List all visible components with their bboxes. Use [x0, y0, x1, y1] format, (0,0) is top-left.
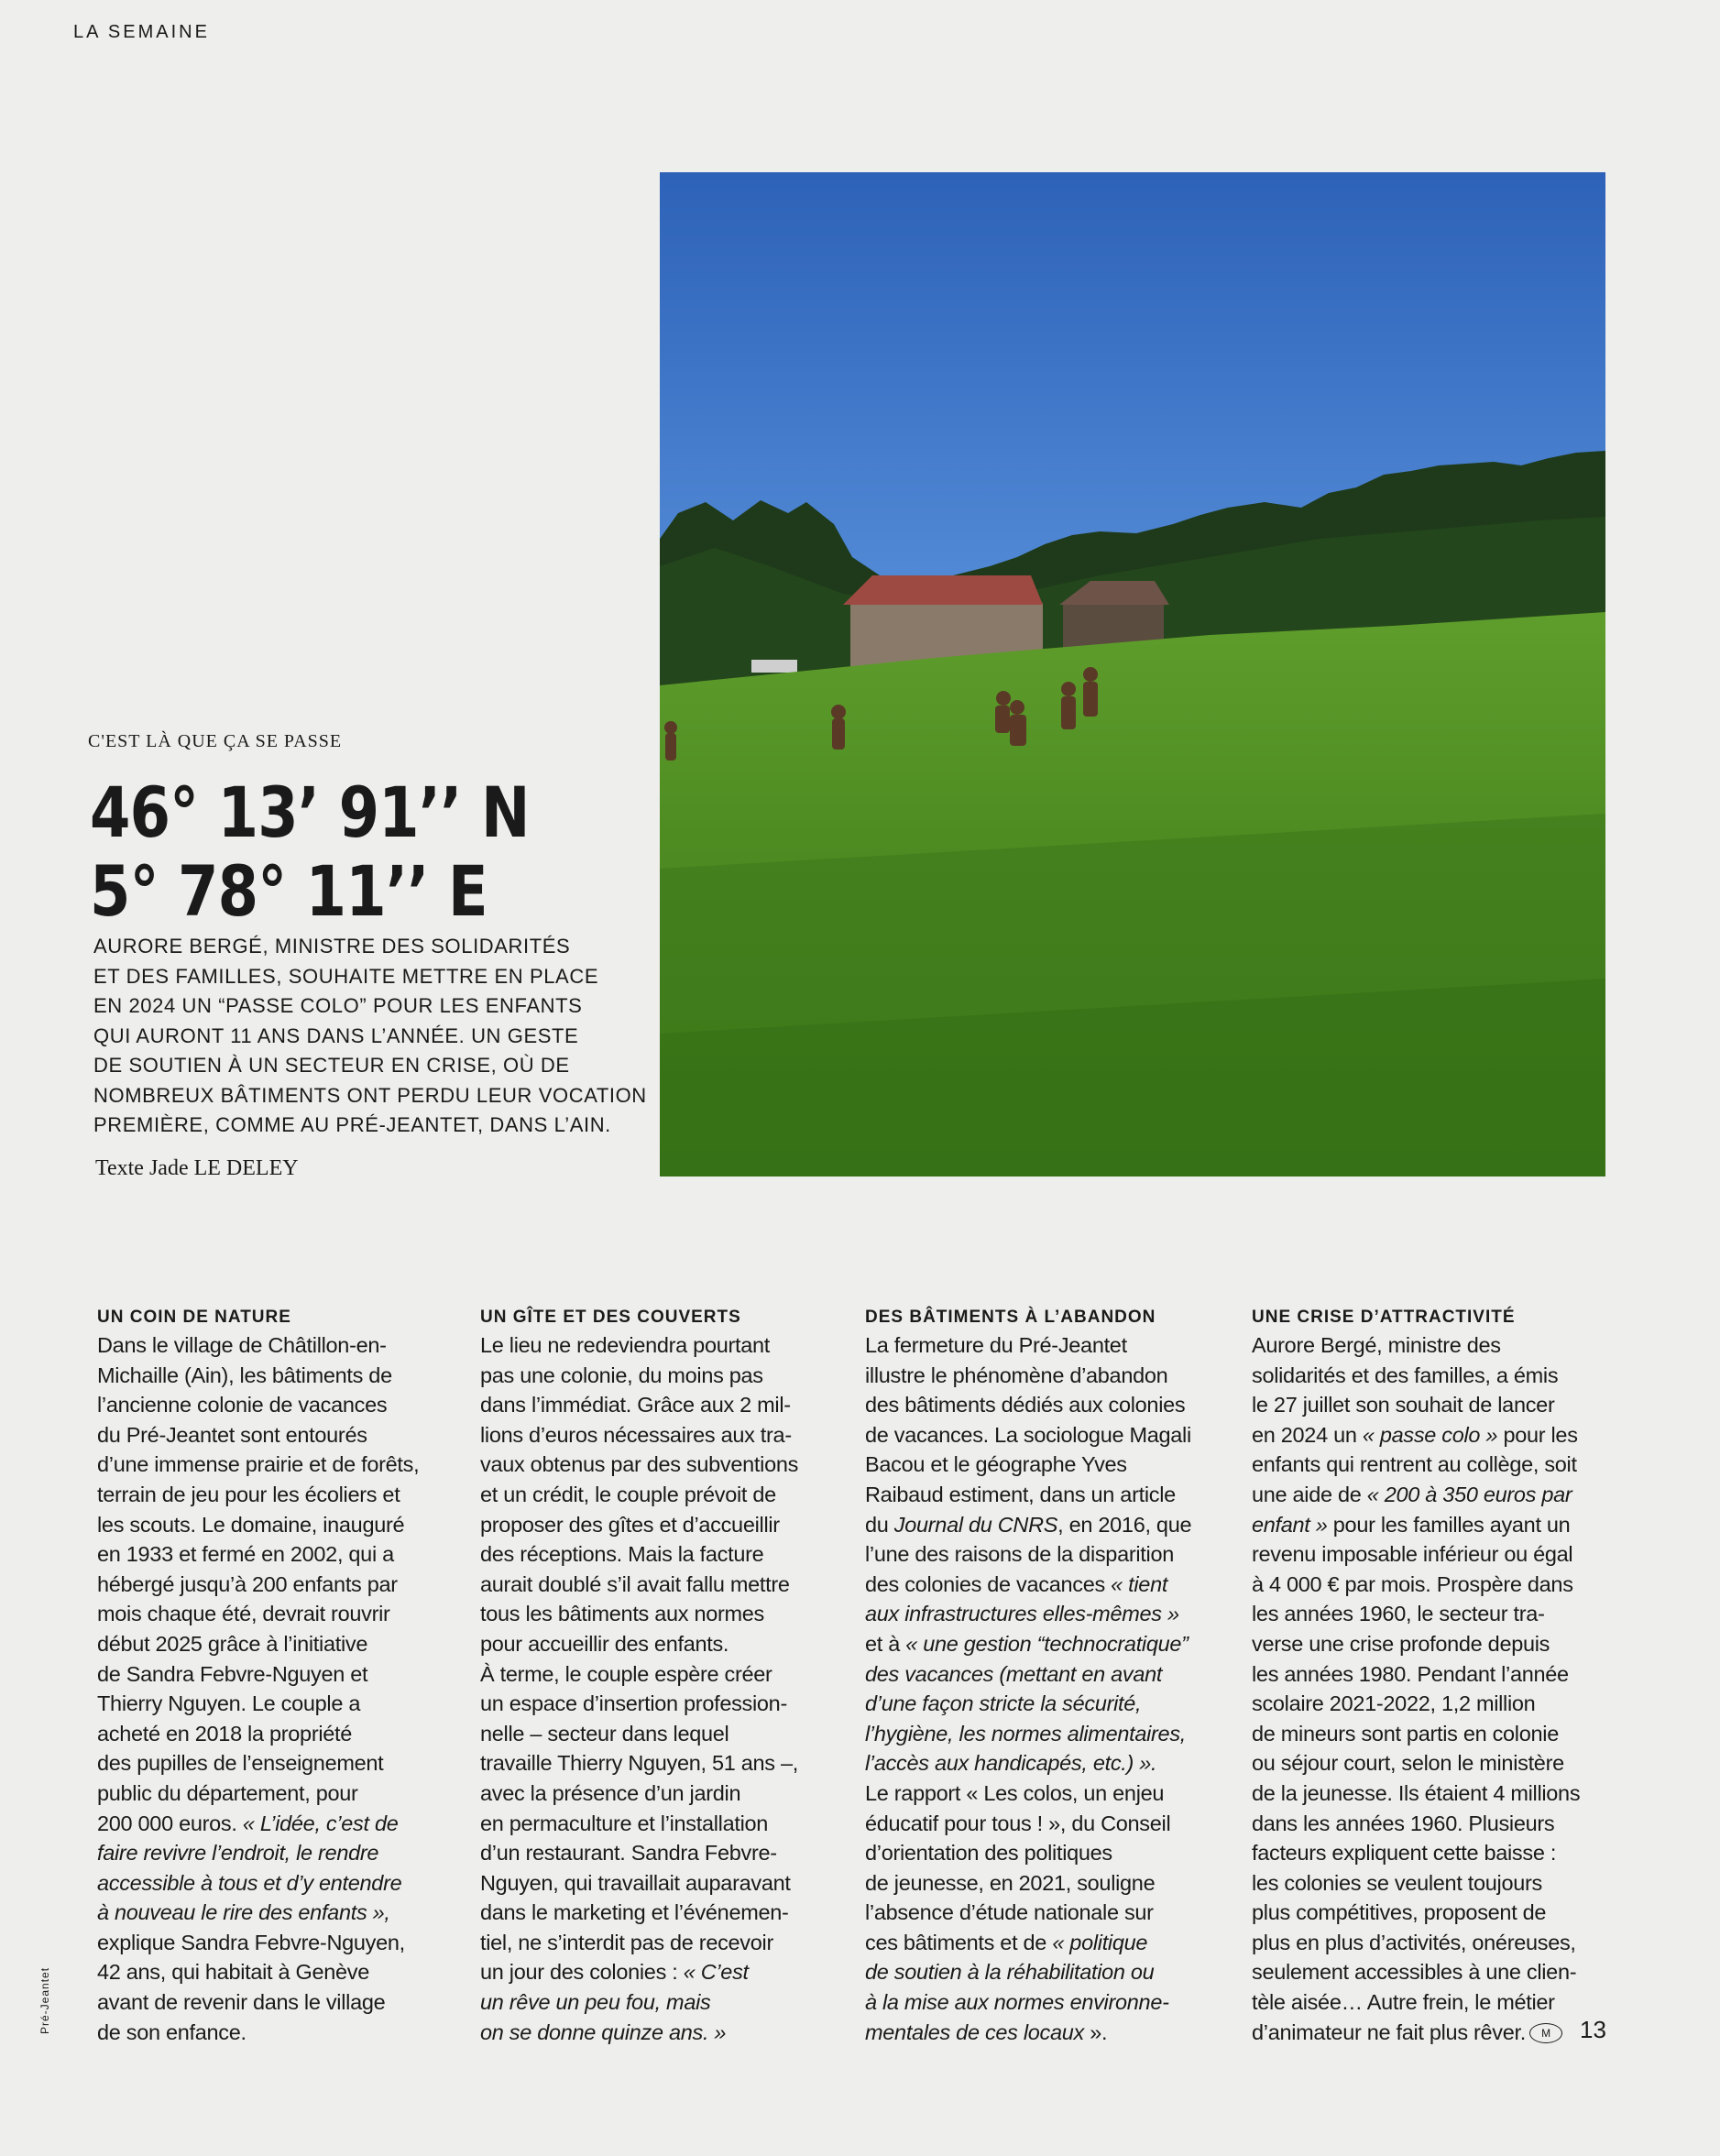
body-line: [1252, 1778, 1618, 1809]
body-line: [480, 1510, 847, 1540]
body-text: de son enfance.: [97, 2019, 246, 2044]
body-text: à 4 000 € par mois. Prospère dans: [1252, 1571, 1573, 1596]
column-heading: UN GÎTE ET DES COUVERTS: [480, 1308, 741, 1327]
body-line: [97, 1420, 464, 1450]
body-line: [865, 1868, 1232, 1899]
body-text: du: [865, 1512, 894, 1537]
body-text: vaux obtenus par des subventions: [480, 1452, 799, 1477]
body-text: plus compétitives, proposent de: [1252, 1900, 1547, 1925]
body-text: ces bâtiments et de: [865, 1930, 1053, 1954]
body-line: [480, 2018, 847, 2048]
body-line: [865, 1809, 1232, 1839]
body-line: [1252, 1330, 1618, 1361]
body-line: [480, 1928, 847, 1958]
body-line: [865, 1420, 1232, 1450]
body-text: et à: [865, 1631, 906, 1656]
body-line: [865, 1450, 1232, 1480]
body-line: [480, 1689, 847, 1719]
body-line: [1252, 1809, 1618, 1839]
body-text: du Pré-Jeantet sont entourés: [97, 1422, 367, 1447]
body-line: [865, 1987, 1232, 2018]
body-text: dans les années 1960. Plusieurs: [1252, 1811, 1555, 1835]
body-text: le 27 juillet son souhait de lancer: [1252, 1393, 1555, 1417]
body-line: [97, 1361, 464, 1391]
body-quote: on se donne quinze ans. »: [480, 2019, 727, 2044]
body-line: [480, 1898, 847, 1928]
body-text: lions d’euros nécessaires aux tra-: [480, 1422, 792, 1447]
body-line: [1252, 1480, 1618, 1510]
body-text: hébergé jusqu’à 200 enfants par: [97, 1571, 398, 1596]
body-line: [97, 1570, 464, 1600]
body-text: d’une immense prairie et de forêts,: [97, 1452, 420, 1477]
body-text: de jeunesse, en 2021, souligne: [865, 1870, 1156, 1895]
body-line: [97, 1748, 464, 1778]
body-line: [480, 1838, 847, 1868]
body-line: [865, 1361, 1232, 1391]
body-text: aurait doublé s’il avait fallu mettre: [480, 1571, 790, 1596]
body-line: [865, 1629, 1232, 1659]
body-text: tiel, ne s’interdit pas de recevoir: [480, 1930, 773, 1954]
body-quote: « passe colo »: [1362, 1422, 1498, 1447]
body-line: [97, 1778, 464, 1809]
body-text: de Sandra Febvre-Nguyen et: [97, 1661, 368, 1686]
body-quote: d’une façon stricte la sécurité,: [865, 1691, 1142, 1716]
body-text: dans le marketing et l’événemen-: [480, 1900, 789, 1925]
body-line: [480, 1599, 847, 1629]
article-photo: [660, 172, 1605, 1176]
body-line: [865, 1928, 1232, 1958]
body-line: [480, 1570, 847, 1600]
body-quote: un rêve un peu fou, mais: [480, 1990, 711, 2015]
body-text: l’absence d’étude nationale sur: [865, 1900, 1154, 1925]
body-text: avec la présence d’un jardin: [480, 1780, 741, 1805]
body-line: [1252, 1420, 1618, 1450]
body-line: [97, 1599, 464, 1629]
body-text: tèle aisée… Autre frein, le métier: [1252, 1990, 1555, 2015]
body-line: [1252, 1599, 1618, 1629]
page-number: 13: [1580, 2016, 1606, 2043]
body-text: en 2024 un: [1252, 1422, 1363, 1447]
lead-line: ET DES FAMILLES, SOUHAITE METTRE EN PLACE: [93, 964, 599, 988]
body-text: solidarités et des familles, a émis: [1252, 1363, 1559, 1387]
body-line: [480, 1450, 847, 1480]
body-quote: mentales de ces locaux: [865, 2019, 1084, 2044]
body-quote: « L’idée, c’est de: [242, 1811, 399, 1835]
body-line: [97, 1868, 464, 1899]
body-text: explique Sandra Febvre-Nguyen,: [97, 1930, 405, 1954]
body-text: , en 2016, que: [1057, 1512, 1192, 1537]
body-line: [865, 1570, 1232, 1600]
lead-line: NOMBREUX BÂTIMENTS ONT PERDU LEUR VOCATION: [93, 1083, 647, 1107]
body-line: [97, 1957, 464, 1987]
body-text: une aide de: [1252, 1482, 1367, 1506]
body-line: [865, 1330, 1232, 1361]
lead-line: EN 2024 UN “PASSE COLO” POUR LES ENFANTS: [93, 994, 583, 1017]
body-line: [97, 1539, 464, 1570]
body-line: [865, 1719, 1232, 1749]
body-line: [480, 1809, 847, 1839]
body-text: dans l’immédiat. Grâce aux 2 mil-: [480, 1393, 791, 1417]
body-line: [1252, 1361, 1618, 1391]
body-text: La fermeture du Pré-Jeantet: [865, 1333, 1127, 1357]
body-text: 42 ans, qui habitait à Genève: [97, 1960, 370, 1985]
body-line: [97, 1987, 464, 2018]
body-text: Le lieu ne redeviendra pourtant: [480, 1333, 771, 1357]
body-text: des bâtiments dédiés aux colonies: [865, 1393, 1186, 1417]
body-text: verse une crise profonde depuis: [1252, 1631, 1550, 1656]
body-text: un espace d’insertion profession-: [480, 1691, 787, 1716]
body-quote: à la mise aux normes environne-: [865, 1990, 1169, 2015]
body-line: [865, 1480, 1232, 1510]
column-coin-de-nature: [97, 1305, 464, 2047]
body-line: [1252, 1957, 1618, 1987]
body-quote: accessible à tous et d’y entendre: [97, 1870, 402, 1895]
lead-line: PREMIÈRE, COMME AU PRÉ-JEANTET, DANS L’AIN.: [93, 1113, 611, 1136]
body-text: des colonies de vacances: [865, 1571, 1112, 1596]
body-line: [1252, 1390, 1618, 1420]
body-line: [97, 2018, 464, 2048]
body-line: [1252, 1987, 1618, 2018]
body-text: Dans le village de Châtillon-en-: [97, 1333, 387, 1357]
body-line: [480, 1748, 847, 1778]
body-line: [1252, 1659, 1618, 1690]
body-text: l’ancienne colonie de vacances: [97, 1393, 388, 1417]
lead-line: QUI AURONT 11 ANS DANS L’ANNÉE. UN GESTE: [93, 1023, 579, 1047]
body-line: [865, 1659, 1232, 1690]
body-text: Raibaud estiment, dans un article: [865, 1482, 1176, 1506]
body-line: [865, 1778, 1232, 1809]
body-line: [480, 1957, 847, 1987]
body-line: [1252, 1748, 1618, 1778]
body-quote: « 200 à 350 euros par: [1366, 1482, 1572, 1506]
body-text: avant de revenir dans le village: [97, 1990, 386, 2015]
body-text: pour accueillir des enfants.: [480, 1631, 729, 1656]
body-line: [1252, 1868, 1618, 1899]
body-text: terrain de jeu pour les écoliers et: [97, 1482, 400, 1506]
body-line: [1252, 1510, 1618, 1540]
body-line: [480, 1778, 847, 1809]
body-line: [97, 1629, 464, 1659]
end-mark-icon: M: [1529, 2023, 1562, 2043]
body-line: [1252, 1719, 1618, 1749]
body-text: plus en plus d’activités, onéreuses,: [1252, 1930, 1576, 1954]
column-batiments-abandon: [865, 1305, 1232, 2047]
body-text: et un crédit, le couple prévoit de: [480, 1482, 776, 1506]
body-text: revenu imposable inférieur ou égal: [1252, 1542, 1573, 1567]
body-text: Bacou et le géographe Yves: [865, 1452, 1127, 1477]
body-line: [97, 1510, 464, 1540]
body-text: Le rapport « Les colos, un enjeu: [865, 1780, 1165, 1805]
article-lead: [93, 932, 662, 1141]
body-quote: Journal du CNRS: [893, 1512, 1058, 1537]
photo-credit: Pré-Jeantet: [38, 1966, 51, 2034]
body-line: [480, 1987, 847, 2018]
body-line: [97, 1480, 464, 1510]
body-text: Michaille (Ain), les bâtiments de: [97, 1363, 392, 1387]
body-quote: de soutien à la réhabilitation ou: [865, 1960, 1155, 1985]
body-text: seulement accessibles à une clien-: [1252, 1960, 1577, 1985]
body-quote: « politique: [1052, 1930, 1148, 1954]
body-line: [97, 1450, 464, 1480]
body-line: [97, 1330, 464, 1361]
body-text: nelle – secteur dans lequel: [480, 1721, 729, 1746]
body-text: un jour des colonies :: [480, 1960, 684, 1985]
body-text: de vacances. La sociologue Magali: [865, 1422, 1191, 1447]
body-line: [865, 2018, 1232, 2048]
body-text: À terme, le couple espère créer: [480, 1661, 772, 1686]
body-line: [1252, 1689, 1618, 1719]
body-text: l’une des raisons de la disparition: [865, 1542, 1174, 1567]
body-line: [97, 1719, 464, 1749]
body-line: [1252, 1450, 1618, 1480]
body-quote: à nouveau le rire des enfants »,: [97, 1900, 390, 1925]
body-quote: enfant »: [1252, 1512, 1328, 1537]
body-line: [480, 1539, 847, 1570]
body-text: éducatif pour tous ! », du Conseil: [865, 1811, 1171, 1835]
body-line: [865, 1748, 1232, 1778]
body-line: [1252, 1629, 1618, 1659]
body-line: [480, 1868, 847, 1899]
lead-line: AURORE BERGÉ, MINISTRE DES SOLIDARITÉS: [93, 935, 571, 958]
column-heading: UN COIN DE NATURE: [97, 1308, 291, 1327]
body-text: proposer des gîtes et d’accueillir: [480, 1512, 780, 1537]
body-line: [480, 1719, 847, 1749]
column-gite-et-couverts: [480, 1305, 847, 2047]
body-line: [865, 1898, 1232, 1928]
section-label: LA SEMAINE: [73, 22, 210, 42]
body-quote: l’accès aux handicapés, etc.) ».: [865, 1751, 1157, 1776]
body-line: [480, 1361, 847, 1391]
article-kicker: C'EST LÀ QUE ÇA SE PASSE: [88, 731, 343, 751]
body-line: [97, 1390, 464, 1420]
title-latitude: 46° 13’ 91’’ N: [90, 772, 530, 853]
byline: Texte Jade LE DELEY: [95, 1156, 299, 1180]
body-text: ou séjour court, selon le ministère: [1252, 1751, 1564, 1776]
body-text: travaille Thierry Nguyen, 51 ans –,: [480, 1751, 798, 1776]
body-text: de mineurs sont partis en colonie: [1252, 1721, 1559, 1746]
body-text: en permaculture et l’installation: [480, 1811, 769, 1835]
body-text: Thierry Nguyen. Le couple a: [97, 1691, 361, 1716]
body-line: [865, 1510, 1232, 1540]
article-title: [90, 773, 530, 931]
body-line: [480, 1629, 847, 1659]
body-line: [865, 1539, 1232, 1570]
body-text: les années 1960, le secteur tra-: [1252, 1602, 1545, 1626]
body-line: [1252, 1838, 1618, 1868]
body-text: scolaire 2021-2022, 1,2 million: [1252, 1691, 1536, 1716]
body-text: d’animateur ne fait plus rêver.: [1252, 2019, 1526, 2044]
body-line: [480, 1480, 847, 1510]
body-text: 200 000 euros.: [97, 1811, 243, 1835]
body-line: [97, 1898, 464, 1928]
body-line: [1252, 1570, 1618, 1600]
body-text: pas une colonie, du moins pas: [480, 1363, 763, 1387]
meadow-photo: [660, 172, 1605, 1176]
body-text: les colonies se veulent toujours: [1252, 1870, 1542, 1895]
body-text: Nguyen, qui travaillait auparavant: [480, 1870, 791, 1895]
body-text: acheté en 2018 la propriété: [97, 1721, 353, 1746]
body-line: [97, 1809, 464, 1839]
body-text: facteurs expliquent cette baisse :: [1252, 1841, 1557, 1866]
body-line: [480, 1390, 847, 1420]
body-text: pour les: [1497, 1422, 1578, 1447]
body-quote: « C’est: [683, 1960, 749, 1985]
body-text: des réceptions. Mais la facture: [480, 1542, 764, 1567]
body-line: [1252, 2018, 1618, 2048]
body-line: [97, 1659, 464, 1690]
body-quote: aux infrastructures elles-mêmes »: [865, 1602, 1179, 1626]
body-text: les années 1980. Pendant l’année: [1252, 1661, 1569, 1686]
column-crise-attractivite: [1252, 1305, 1618, 2047]
body-text: illustre le phénomène d’abandon: [865, 1363, 1168, 1387]
column-heading: DES BÂTIMENTS À L’ABANDON: [865, 1308, 1156, 1327]
body-line: [865, 1689, 1232, 1719]
body-line: [480, 1420, 847, 1450]
body-line: [97, 1689, 464, 1719]
body-line: [480, 1330, 847, 1361]
body-line: [865, 1390, 1232, 1420]
body-quote: faire revivre l’endroit, le rendre: [97, 1841, 379, 1866]
body-text: tous les bâtiments aux normes: [480, 1602, 765, 1626]
body-line: [865, 1838, 1232, 1868]
body-line: [97, 1838, 464, 1868]
body-quote: l’hygiène, les normes alimentaires,: [865, 1721, 1186, 1746]
body-text: des pupilles de l’enseignement: [97, 1751, 384, 1776]
title-longitude: 5° 78° 11’’ E: [90, 850, 488, 932]
column-heading: UNE CRISE D’ATTRACTIVITÉ: [1252, 1308, 1516, 1327]
body-text: de la jeunesse. Ils étaient 4 millions: [1252, 1780, 1581, 1805]
body-line: [865, 1599, 1232, 1629]
body-line: [1252, 1539, 1618, 1570]
body-line: [480, 1659, 847, 1690]
body-quote: « tient: [1111, 1571, 1168, 1596]
body-text: Aurore Bergé, ministre des: [1252, 1333, 1501, 1357]
body-text: public du département, pour: [97, 1780, 358, 1805]
body-quote: des vacances (mettant en avant: [865, 1661, 1163, 1686]
body-text: ».: [1083, 2019, 1108, 2044]
body-text: début 2025 grâce à l’initiative: [97, 1631, 368, 1656]
body-text: mois chaque été, devrait rouvrir: [97, 1602, 390, 1626]
body-text: enfants qui rentrent au collège, soit: [1252, 1452, 1577, 1477]
body-line: [97, 1928, 464, 1958]
body-text: les scouts. Le domaine, inauguré: [97, 1512, 405, 1537]
body-text: d’orientation des politiques: [865, 1841, 1112, 1866]
body-line: [1252, 1898, 1618, 1928]
body-line: [865, 1957, 1232, 1987]
body-text: en 1933 et fermé en 2002, qui a: [97, 1542, 394, 1567]
body-text: d’un restaurant. Sandra Febvre-: [480, 1841, 777, 1866]
body-text: pour les familles ayant un: [1327, 1512, 1571, 1537]
body-line: [1252, 1928, 1618, 1958]
lead-line: DE SOUTIEN À UN SECTEUR EN CRISE, OÙ DE: [93, 1054, 570, 1077]
body-quote: « une gestion “technocratique”: [905, 1631, 1189, 1656]
